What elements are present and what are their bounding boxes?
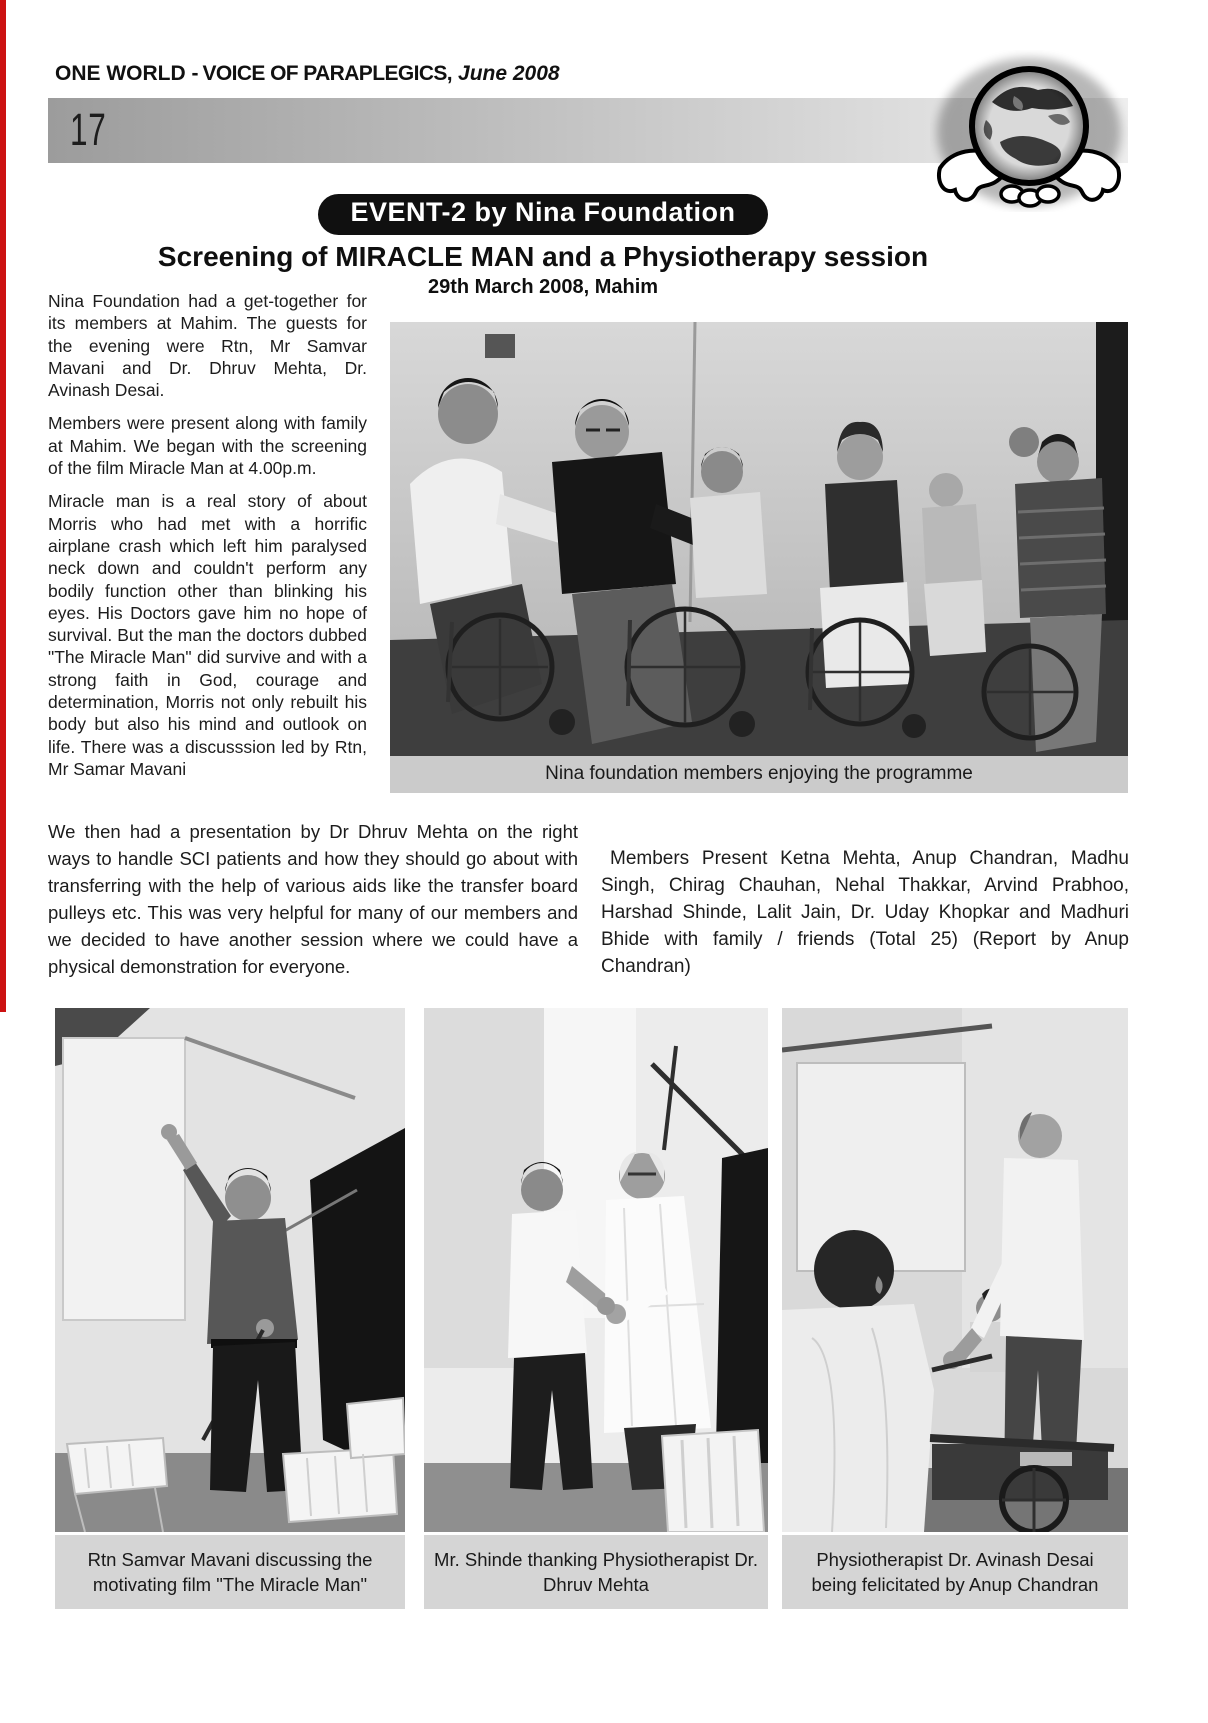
members-present-paragraph: Members Present Ketna Mehta, Anup Chandran, Madhu Singh, Chirag Chauhan, Nehal Thakkar, Arvind Prabhoo, Harshad Shinde, Lalit Jain, Dr. Uday Khopkar and Madhuri Bhide with family / friends (Total 25) (Report by Anup Chandran) — [601, 848, 1129, 977]
masthead — [55, 62, 560, 86]
bottom-photo-2 — [424, 1008, 768, 1609]
photo-speaker-with-pointer — [55, 1008, 405, 1532]
page-number: 17 — [70, 104, 107, 155]
globe-held-by-hands-icon — [930, 50, 1128, 212]
masthead-subtitle: VOICE OF PARAPLEGICS, — [202, 62, 453, 85]
paragraph: Nina Foundation had a get-together for its members at Mahim. The guests for the evening were Rtn, Mr Samvar Mavani and Dr. Dhruv Mehta, Dr. Avinash Desai. — [48, 291, 367, 401]
headline-block — [48, 194, 1038, 299]
article-subtitle: 29th March 2008, Mahim — [427, 276, 659, 298]
photo-wheelchair-felicitation — [782, 1008, 1128, 1532]
paragraph: Members were present along with family at Mahim. We began with the screening of the film Miracle Man at 4.00p.m. — [48, 413, 367, 479]
bottom-photo-1-caption: Rtn Samvar Mavani discussing the motivating film "The Miracle Man" — [55, 1535, 405, 1609]
left-margin-rule — [0, 0, 6, 1012]
article-title: Screening of MIRACLE MAN and a Physiotherapy session — [157, 241, 929, 272]
bottom-photo-1 — [55, 1008, 405, 1609]
event-badge: EVENT-2 by Nina Foundation — [318, 194, 767, 235]
bottom-photo-3 — [782, 1008, 1128, 1609]
globe-logo-graphic — [930, 50, 1128, 212]
main-photo-caption: Nina foundation members enjoying the programme — [390, 756, 1128, 793]
photo-handshake-felicitation — [424, 1008, 768, 1532]
article-left-column — [48, 290, 367, 791]
masthead-issue-date: June 2008 — [458, 62, 560, 85]
bottom-photo-2-caption: Mr. Shinde thanking Physiotherapist Dr. Dhruv Mehta — [424, 1535, 768, 1609]
bottom-photo-3-caption: Physiotherapist Dr. Avinash Desai being felicitated by Anup Chandran — [782, 1535, 1128, 1609]
followup-paragraph: We then had a presentation by Dr Dhruv Mehta on the right ways to handle SCI patients and how they should go about with transferring with the help of various aids like the transfer board pulleys etc. This was very helpful for many of our members and we decided to have another session where we could have a physical demonstration for everyone. — [48, 821, 578, 977]
photo-members-in-wheelchairs — [390, 322, 1128, 756]
main-event-photo — [390, 322, 1128, 793]
paragraph: Miracle man is a real story of about Morris who had met with a horrific airplane crash which left him paralysed neck down and couldn't perform any bodily function other than blinking his eyes. His Doctors gave him no hope of survival. But the man the doctors dubbed "The Miracle Man" did survive and with a strong faith in God, courage and determination, Morris not only rebuilt his body but also his mind and outlook on life. There was a discusssion led by Rtn, Mr Samar Mavani — [48, 491, 367, 779]
masthead-title: ONE WORLD - — [55, 62, 199, 85]
